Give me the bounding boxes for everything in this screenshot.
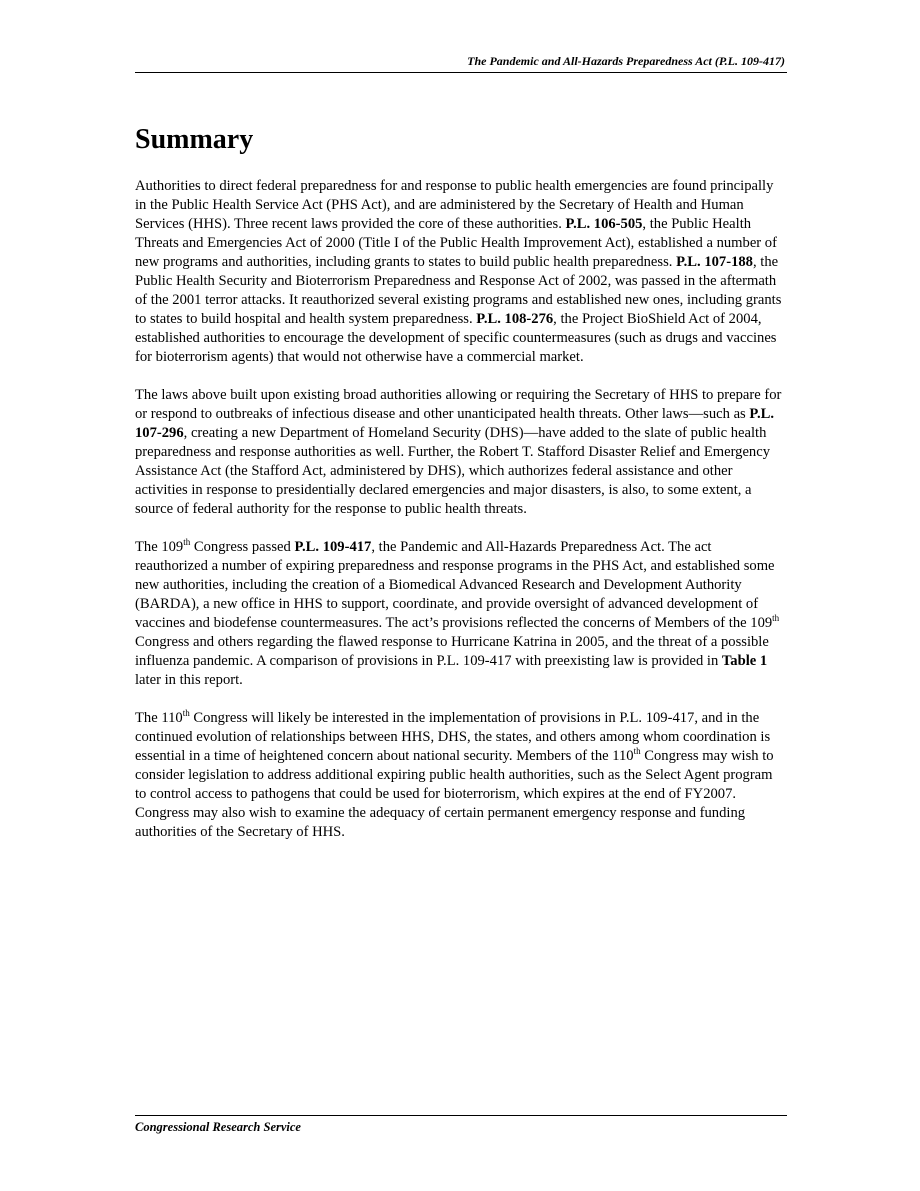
text-run: , creating a new Department of Homeland Security (DHS)—have added to the slate of public health preparedness and response authorities as well. Further, the Robert T. Stafford Disaster Relief and Emergency Assistance Act (the Stafford Act, administered by DHS), which authorizes federal assistance and other activities in response to presidentially declared emergencies and major disasters, is also, to some extent, a source of federal authority for the response to public health threats. (135, 425, 771, 517)
ordinal-suffix: th (182, 708, 190, 719)
paragraph-3 (135, 538, 785, 690)
table-reference: Table 1 (721, 653, 768, 669)
text-run: Congress and others regarding the flawed response to Hurricane Katrina in 2005, and the threat of a possible influenza pandemic. A comparison of provisions in P.L. 109-417 with preexisting law is provided in (135, 634, 769, 669)
text-run: Authorities to direct federal preparedness for and response to public health emergencies are found principally in the Public Health Service Act (PHS Act), and are administered by the Secretary of Health and Human Services (HHS). Three recent laws provided the core of these authorities. (135, 178, 774, 232)
text-run: later in this report. (135, 672, 243, 688)
footer-rule (135, 1115, 787, 1116)
text-run: , the Public Health Threats and Emergencies Act of 2000 (Title I of the Public Health Improvement Act), established a number of new programs and authorities, including grants to states to build public health preparedness. (135, 216, 777, 270)
text-run: , the Pandemic and All-Hazards Preparedness Act. The act reauthorized a number of expiring preparedness and response programs in the PHS Act, and established some new authorities, including the creation of a Biomedical Advanced Research and Development Authority (BARDA), a new office in HHS to support, coordinate, and provide oversight of advanced development of vaccines and biodefense countermeasures. The act’s provisions reflected the concerns of Members of the 109 (135, 539, 775, 631)
text-run: , the Project BioShield Act of 2004, established authorities to encourage the development of specific countermeasures (such as drugs and vaccines for bioterrorism agents) that would not otherwise have a commercial market. (135, 311, 777, 365)
ordinal-suffix: th (183, 537, 191, 548)
text-run: The 109 (135, 539, 184, 555)
text-run: The laws above built upon existing broad authorities allowing or requiring the Secretary of HHS to prepare for or respond to outbreaks of infectious disease and other unanticipated health threats. Other laws—such as (135, 387, 782, 422)
text-run: Congress passed (190, 539, 295, 555)
law-citation: P.L. 107-188 (676, 254, 753, 270)
footer-publisher: Congressional Research Service (135, 1120, 301, 1134)
text-run: Congress may wish to consider legislation to address additional expiring public health authorities, such as the Select Agent program to control access to pathogens that could be used for bioterrorism, which expires at the end of FY2007. Congress may also wish to examine the adequacy of certain permanent emergency response and funding authorities of the Secretary of HHS. (135, 748, 774, 840)
text-run: Congress will likely be interested in the implementation of provisions in P.L. 109-417, and in the continued evolution of relationships between HHS, DHS, the states, and others among whom coordination is essential in a time of heightened concern about national security. Members of the 110 (135, 710, 771, 764)
law-citation: P.L. 107-296 (135, 406, 774, 441)
summary-body (135, 177, 785, 861)
paragraph-2 (135, 386, 785, 519)
law-citation: P.L. 109-417 (294, 539, 372, 555)
paragraph-4 (135, 709, 785, 842)
ordinal-suffix: th (772, 613, 780, 624)
text-run: , the Public Health Security and Bioterrorism Preparedness and Response Act of 2002, was passed in the aftermath of the 2001 terror attacks. It reauthorized several existing programs and established new ones, including grants to states to build hospital and health system preparedness. (135, 254, 782, 327)
text-run: The 110 (135, 710, 183, 726)
running-header-title: The Pandemic and All-Hazards Preparedness Act (P.L. 109-417) (467, 54, 785, 68)
section-heading: Summary (135, 124, 254, 155)
paragraph-1 (135, 177, 785, 367)
ordinal-suffix: th (633, 746, 641, 757)
law-citation: P.L. 106-505 (565, 216, 643, 232)
header-rule (135, 72, 787, 73)
law-citation: P.L. 108-276 (476, 311, 554, 327)
